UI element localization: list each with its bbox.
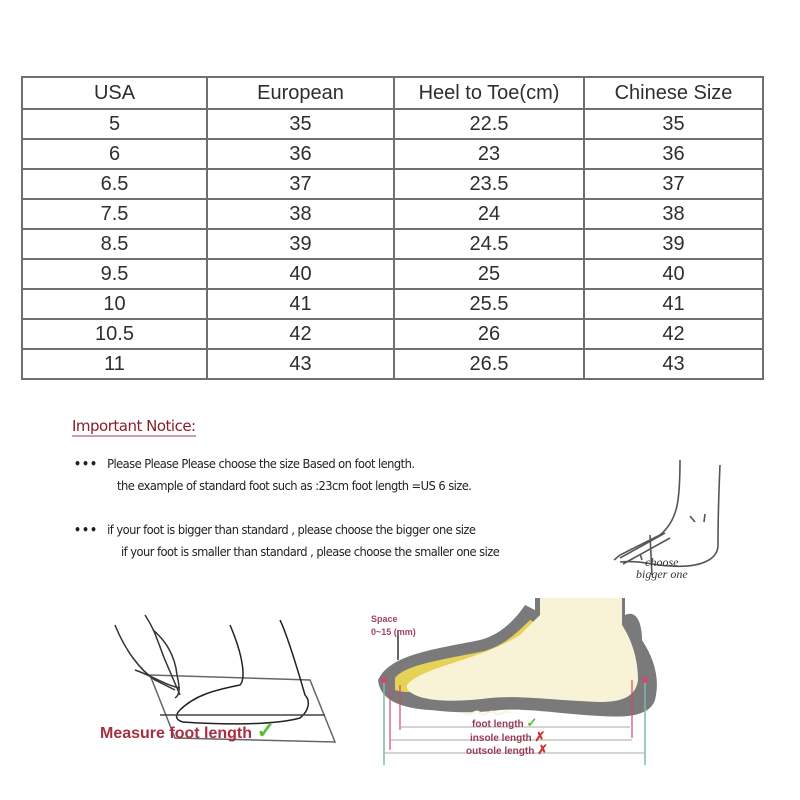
measure-foot-length-label: Measure foot length ✓	[100, 718, 275, 743]
check-icon: ✓	[526, 715, 538, 730]
cell-chinese: 43	[584, 349, 763, 379]
cell-usa: 5	[22, 109, 207, 139]
cell-european: 39	[207, 229, 394, 259]
notice-title: Important Notice:	[72, 417, 196, 435]
foot-length-label: foot length ✓	[472, 715, 538, 730]
cell-chinese: 35	[584, 109, 763, 139]
notice-line-4: if your foot is smaller than standard , please choose the smaller one size	[121, 544, 500, 559]
header-heel-to-toe: Heel to Toe(cm)	[394, 77, 584, 109]
cell-heel-to-toe: 22.5	[394, 109, 584, 139]
outsole-length-label: outsole length ✗	[466, 742, 549, 757]
cell-european: 42	[207, 319, 394, 349]
cell-european: 40	[207, 259, 394, 289]
cell-usa: 9.5	[22, 259, 207, 289]
bullet-icon: •••	[74, 457, 98, 471]
header-european: European	[207, 77, 394, 109]
cell-chinese: 37	[584, 169, 763, 199]
cell-usa: 10	[22, 289, 207, 319]
table-row	[22, 349, 763, 379]
choose-bigger-label: choose bigger one	[636, 555, 688, 581]
header-chinese-size: Chinese Size	[584, 77, 763, 109]
cell-heel-to-toe: 24	[394, 199, 584, 229]
cell-usa: 10.5	[22, 319, 207, 349]
table-row	[22, 289, 763, 319]
notice-line-1: ••• Please Please Please choose the size Based on foot length.	[74, 456, 415, 471]
cell-usa: 6.5	[22, 169, 207, 199]
insole-length-label: insole length ✗	[470, 729, 546, 744]
cell-heel-to-toe: 25.5	[394, 289, 584, 319]
table-header-row	[22, 77, 763, 109]
bullet-icon: •••	[74, 523, 98, 537]
check-icon: ✓	[256, 718, 275, 743]
header-usa: USA	[22, 77, 207, 109]
cell-chinese: 38	[584, 199, 763, 229]
cell-chinese: 40	[584, 259, 763, 289]
cell-chinese: 36	[584, 139, 763, 169]
cell-usa: 11	[22, 349, 207, 379]
size-chart-table	[21, 76, 764, 380]
table-row	[22, 109, 763, 139]
cross-icon: ✗	[537, 742, 549, 757]
cell-heel-to-toe: 23	[394, 139, 584, 169]
cell-usa: 7.5	[22, 199, 207, 229]
cell-heel-to-toe: 24.5	[394, 229, 584, 259]
cell-european: 41	[207, 289, 394, 319]
table-row	[22, 169, 763, 199]
cell-heel-to-toe: 25	[394, 259, 584, 289]
table-row	[22, 139, 763, 169]
table-row	[22, 229, 763, 259]
cell-heel-to-toe: 23.5	[394, 169, 584, 199]
cell-european: 43	[207, 349, 394, 379]
cell-european: 36	[207, 139, 394, 169]
notice-line-2: the example of standard foot such as :23cm foot length =US 6 size.	[117, 478, 472, 493]
table-row	[22, 199, 763, 229]
notice-line-3: ••• if your foot is bigger than standard , please choose the bigger one size	[74, 522, 476, 537]
table-row	[22, 319, 763, 349]
cell-chinese: 41	[584, 289, 763, 319]
space-label: Space 0~15 (mm)	[371, 614, 416, 637]
cell-chinese: 39	[584, 229, 763, 259]
cell-european: 38	[207, 199, 394, 229]
cell-european: 35	[207, 109, 394, 139]
cell-usa: 6	[22, 139, 207, 169]
cell-european: 37	[207, 169, 394, 199]
cell-chinese: 42	[584, 319, 763, 349]
foot-sketch-icon	[600, 440, 790, 590]
cross-icon: ✗	[534, 729, 546, 744]
table-row	[22, 259, 763, 289]
cell-heel-to-toe: 26.5	[394, 349, 584, 379]
cell-heel-to-toe: 26	[394, 319, 584, 349]
cell-usa: 8.5	[22, 229, 207, 259]
